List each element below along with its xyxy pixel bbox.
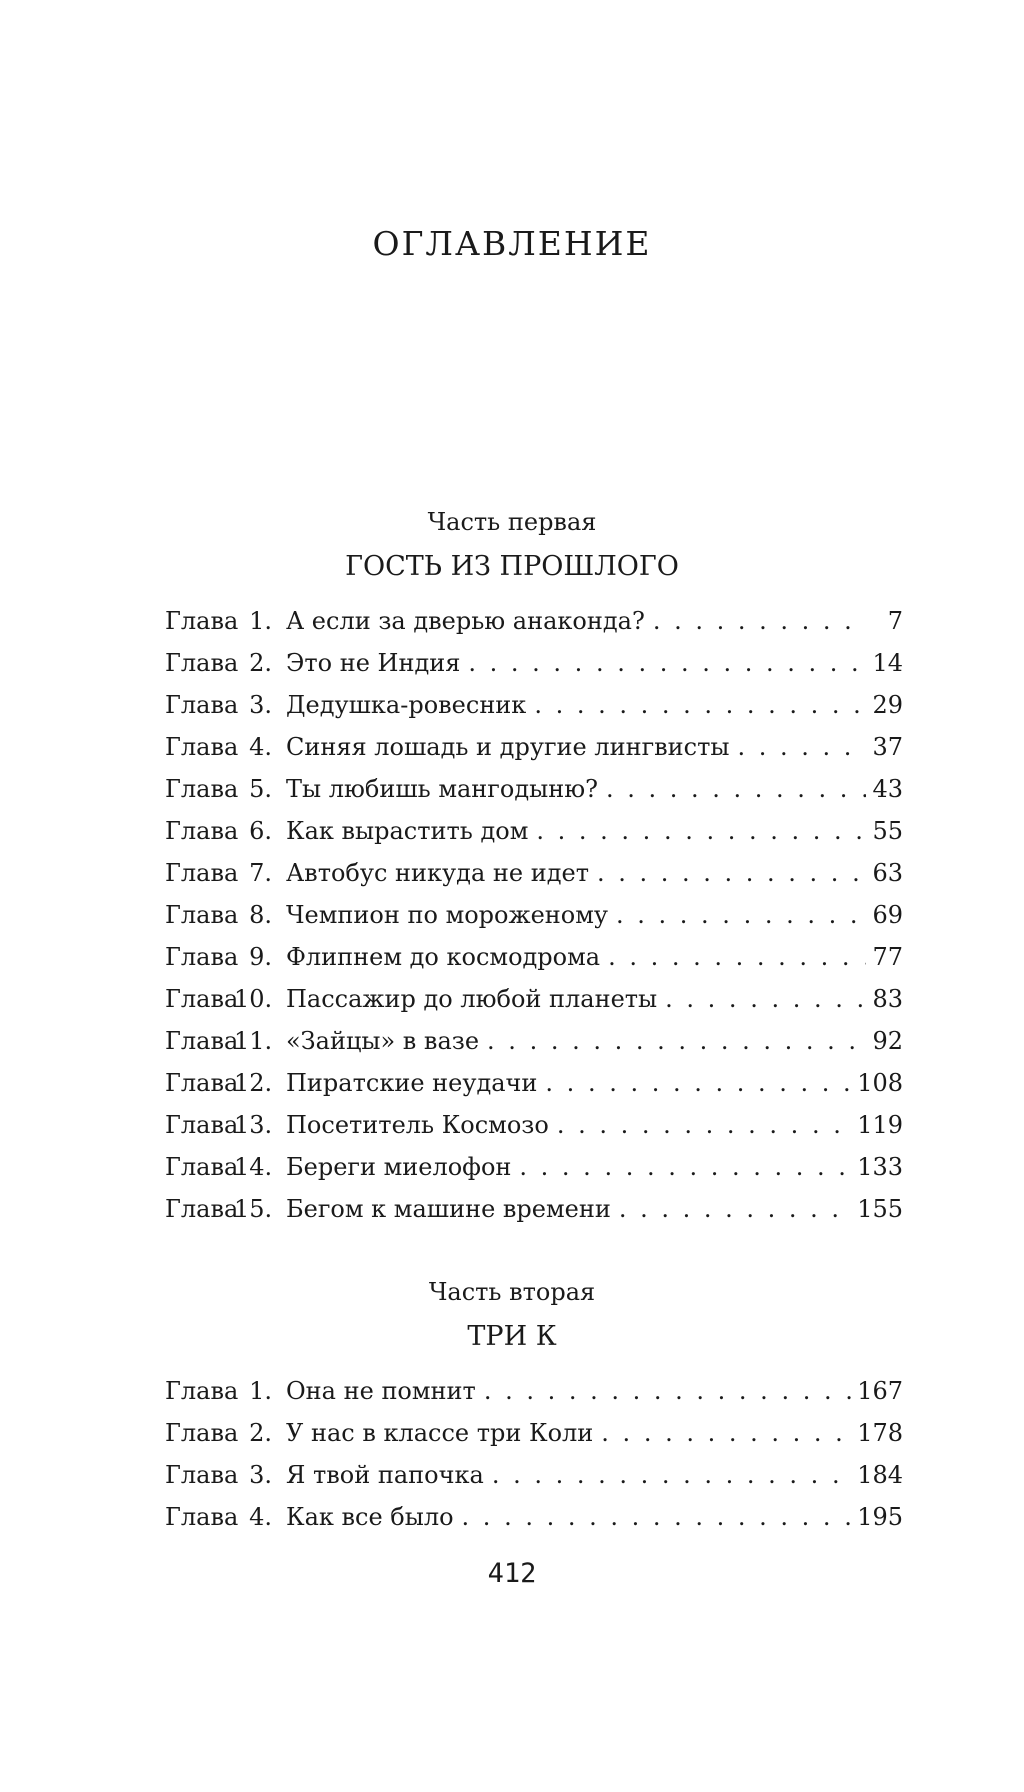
- chapter-title: У нас в классе три Коли: [286, 1419, 594, 1447]
- chapter-page: 178: [857, 1419, 903, 1447]
- chapter-number: 14.: [234, 1153, 273, 1181]
- chapter-number: 3.: [249, 1461, 272, 1489]
- chapter-title: Флипнем до космодрома: [286, 943, 601, 971]
- part-title: ТРИ К: [467, 1321, 557, 1352]
- chapter-title: Береги миелофон: [286, 1153, 512, 1181]
- chapter-page: 133: [857, 1153, 903, 1181]
- part-title: ГОСТЬ ИЗ ПРОШЛОГО: [345, 551, 679, 582]
- dot-leader: [545, 1062, 851, 1104]
- chapter-page: 7: [887, 607, 903, 635]
- chapter-title: Синяя лошадь и другие лингвисты: [286, 733, 730, 761]
- toc-entry[interactable]: [165, 1104, 903, 1146]
- chapter-page: 108: [857, 1069, 903, 1097]
- chapter-number: 3.: [249, 691, 272, 719]
- chapter-page: 63: [872, 859, 903, 887]
- toc-entry[interactable]: [165, 1370, 903, 1412]
- dot-leader: [557, 1104, 851, 1146]
- chapter-number: 4.: [249, 733, 272, 761]
- chapter-word: Глава: [165, 901, 239, 929]
- dot-leader: [487, 1020, 866, 1062]
- chapter-title: Бегом к машине времени: [286, 1195, 611, 1223]
- toc-entry[interactable]: [165, 1412, 903, 1454]
- toc-entry[interactable]: [165, 1496, 903, 1538]
- chapter-page: 195: [857, 1503, 903, 1531]
- chapter-word: Глава: [165, 1069, 239, 1097]
- chapter-page: 167: [857, 1377, 903, 1405]
- toc-list-part-2: [165, 1370, 903, 1538]
- chapter-word: Глава: [165, 943, 239, 971]
- toc-entry[interactable]: [165, 810, 903, 852]
- chapter-title: Ты любишь мангодыню?: [286, 775, 598, 803]
- chapter-title: Она не помнит: [286, 1377, 476, 1405]
- chapter-word: Глава: [165, 649, 239, 677]
- chapter-page: 69: [872, 901, 903, 929]
- chapter-title: Как вырастить дом: [286, 817, 529, 845]
- dot-leader: [601, 1412, 851, 1454]
- chapter-word: Глава: [165, 1111, 239, 1139]
- chapter-title: Пиратские неудачи: [286, 1069, 538, 1097]
- dot-leader: [492, 1454, 851, 1496]
- toc-entry[interactable]: [165, 936, 903, 978]
- chapter-number: 2.: [249, 1419, 272, 1447]
- chapter-number: 10.: [234, 985, 273, 1013]
- chapter-word: Глава: [165, 985, 239, 1013]
- toc-entry[interactable]: [165, 978, 903, 1020]
- chapter-word: Глава: [165, 733, 239, 761]
- chapter-number: 7.: [249, 859, 272, 887]
- chapter-word: Глава: [165, 1377, 239, 1405]
- dot-leader: [597, 852, 866, 894]
- chapter-page: 14: [872, 649, 903, 677]
- chapter-title: Чемпион по мороженому: [286, 901, 609, 929]
- page-number: 412: [487, 1558, 537, 1589]
- chapter-title: Пассажир до любой планеты: [286, 985, 658, 1013]
- chapter-word: Глава: [165, 1195, 239, 1223]
- chapter-number: 1.: [249, 607, 272, 635]
- chapter-word: Глава: [165, 1461, 239, 1489]
- chapter-title: Это не Индия: [286, 649, 461, 677]
- toc-entry[interactable]: [165, 600, 903, 642]
- dot-leader: [665, 978, 866, 1020]
- toc-entry[interactable]: [165, 726, 903, 768]
- chapter-page: 43: [872, 775, 903, 803]
- chapter-word: Глава: [165, 1419, 239, 1447]
- part-heading-1: [0, 505, 1024, 587]
- chapter-word: Глава: [165, 859, 239, 887]
- chapter-number: 15.: [234, 1195, 273, 1223]
- chapter-number: 5.: [249, 775, 272, 803]
- chapter-page: 55: [872, 817, 903, 845]
- chapter-word: Глава: [165, 607, 239, 635]
- chapter-word: Глава: [165, 775, 239, 803]
- chapter-title: «Зайцы» в вазе: [286, 1027, 480, 1055]
- toc-entry[interactable]: [165, 894, 903, 936]
- chapter-number: 9.: [249, 943, 272, 971]
- chapter-number: 12.: [234, 1069, 273, 1097]
- dot-leader: [462, 1496, 852, 1538]
- toc-entry[interactable]: [165, 642, 903, 684]
- toc-entry[interactable]: [165, 684, 903, 726]
- page-title: ОГЛАВЛЕНИЕ: [372, 224, 652, 263]
- dot-leader: [536, 810, 866, 852]
- dot-leader: [534, 684, 866, 726]
- chapter-word: Глава: [165, 1153, 239, 1181]
- chapter-word: Глава: [165, 817, 239, 845]
- part-label: Часть вторая: [428, 1278, 596, 1306]
- dot-leader: [606, 768, 866, 810]
- chapter-title: А если за дверью анаконда?: [286, 607, 645, 635]
- dot-leader: [608, 936, 866, 978]
- toc-entry[interactable]: [165, 1062, 903, 1104]
- chapter-number: 13.: [234, 1111, 273, 1139]
- toc-entry[interactable]: [165, 1020, 903, 1062]
- chapter-number: 6.: [249, 817, 272, 845]
- dot-leader: [619, 1188, 851, 1230]
- dot-leader: [468, 642, 866, 684]
- chapter-page: 119: [857, 1111, 903, 1139]
- chapter-page: 29: [872, 691, 903, 719]
- toc-entry[interactable]: [165, 852, 903, 894]
- chapter-page: 83: [872, 985, 903, 1013]
- chapter-word: Глава: [165, 691, 239, 719]
- dot-leader: [737, 726, 866, 768]
- dot-leader: [484, 1370, 851, 1412]
- chapter-number: 2.: [249, 649, 272, 677]
- toc-list-part-1: [165, 600, 903, 1230]
- chapter-number: 11.: [234, 1027, 273, 1055]
- chapter-word: Глава: [165, 1503, 239, 1531]
- chapter-title: Дедушка-ровесник: [286, 691, 527, 719]
- toc-entry[interactable]: [165, 1188, 903, 1230]
- toc-entry[interactable]: [165, 768, 903, 810]
- chapter-page: 77: [872, 943, 903, 971]
- toc-entry[interactable]: [165, 1146, 903, 1188]
- chapter-title: Посетитель Космозо: [286, 1111, 549, 1139]
- dot-leader: [616, 894, 866, 936]
- chapter-word: Глава: [165, 1027, 239, 1055]
- chapter-title: Автобус никуда не идет: [286, 859, 589, 887]
- chapter-number: 8.: [249, 901, 272, 929]
- chapter-number: 1.: [249, 1377, 272, 1405]
- chapter-page: 155: [857, 1195, 903, 1223]
- part-heading-2: [0, 1275, 1024, 1357]
- dot-leader: [653, 600, 867, 642]
- chapter-title: Я твой папочка: [286, 1461, 484, 1489]
- chapter-number: 4.: [249, 1503, 272, 1531]
- toc-entry[interactable]: [165, 1454, 903, 1496]
- part-label: Часть первая: [427, 508, 597, 536]
- chapter-title: Как все было: [286, 1503, 454, 1531]
- dot-leader: [519, 1146, 851, 1188]
- chapter-page: 37: [872, 733, 903, 761]
- chapter-page: 184: [857, 1461, 903, 1489]
- chapter-page: 92: [872, 1027, 903, 1055]
